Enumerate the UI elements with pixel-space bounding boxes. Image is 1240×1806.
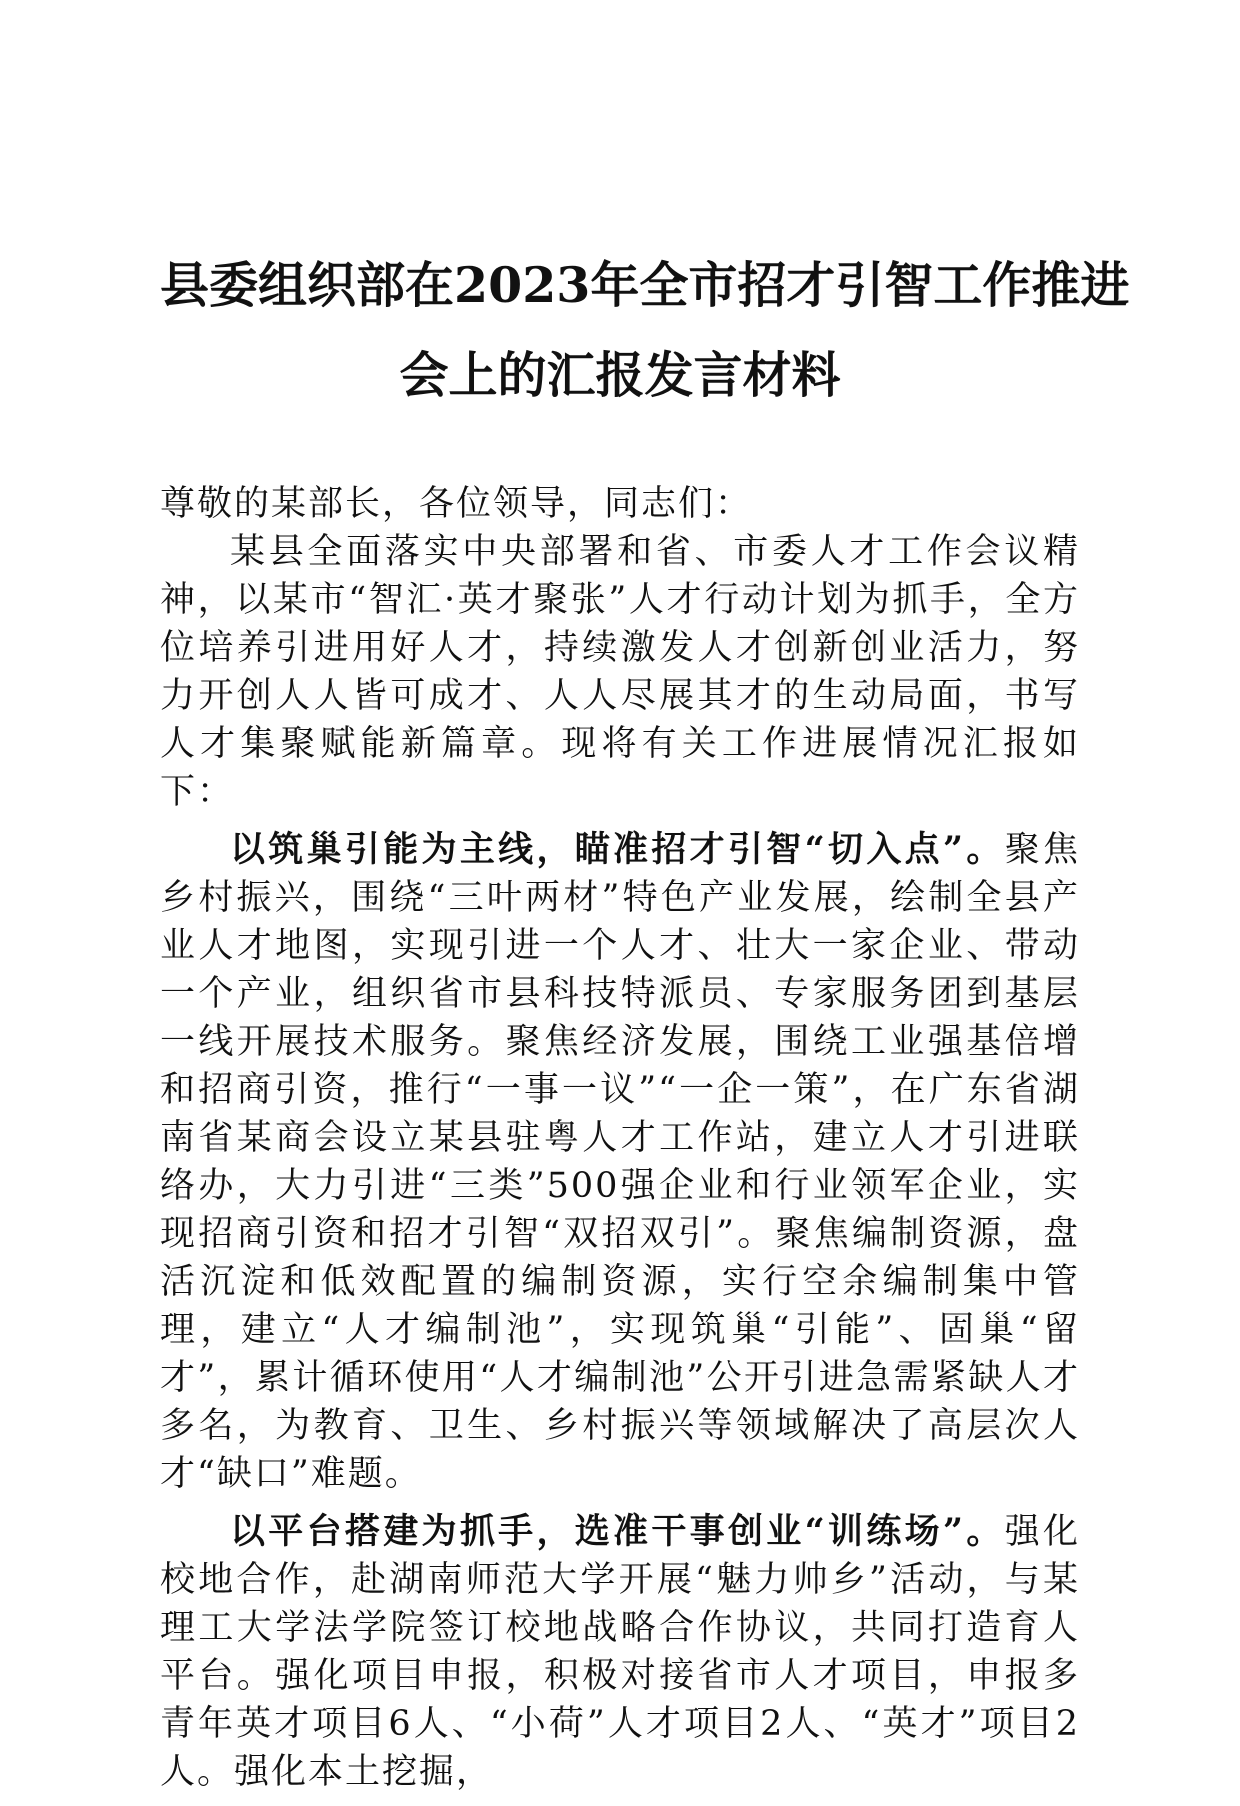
document-title: [160, 240, 1130, 420]
paragraph-heading: 以筑巢引能为主线，瞄准招才引智“切入点”。: [230, 829, 1005, 870]
paragraph-body: 强化校地合作，赴湖南师范大学开展“魅力帅乡”活动，与某理工大学法学院签订校地战略合作协议，共同打造育人平台。强化项目申报，积极对接省市人才项目，申报多青年英才项目6人、“小荷”人才项目2人、“英才”项目2人。强化本土挖掘，: [160, 1512, 1080, 1792]
document-page: [160, 240, 1130, 1806]
paragraph-heading: 以平台搭建为抓手，选准干事创业“训练场”。: [230, 1511, 1005, 1552]
paragraph-section-1: [160, 826, 1080, 1498]
title-line-2: 会上的汇报发言材料: [399, 346, 841, 404]
title-line-1: 县委组织部在2023年全市招才引智工作推进: [160, 256, 1130, 314]
paragraph-body: 聚焦乡村振兴，围绕“三叶两材”特色产业发展，绘制全县产业人才地图，实现引进一个人才、壮大一家企业、带动一个产业，组织省市县科技特派员、专家服务团到基层一线开展技术服务。聚焦经济发展，围绕工业强基倍增和招商引资，推行“一事一议”“一企一策”，在广东省湖南省某商会设立某县驻粤人才工作站，建立人才引进联络办，大力引进“三类”500强企业和行业领军企业，实现招商引资和招才引智“双招双引”。聚焦编制资源，盘活沉淀和低效配置的编制资源，实行空余编制集中管理，建立“人才编制池”，实现筑巢“引能”、固巢“留才”，累计循环使用“人才编制池”公开引进急需紧缺人才多名，为教育、卫生、乡村振兴等领域解决了高层次人才“缺口”难题。: [160, 830, 1080, 1494]
paragraph-body: 某县全面落实中央部署和省、市委人才工作会议精神，以某市“智汇·英才聚张”人才行动计划为抓手，全方位培养引进用好人才，持续激发人才创新创业活力，努力开创人人皆可成才、人人尽展其才的生动局面，书写人才集聚赋能新篇章。现将有关工作进展情况汇报如下：: [160, 532, 1080, 812]
salutation: 尊敬的某部长，各位领导，同志们：: [160, 484, 753, 524]
paragraph-intro: [160, 528, 1080, 816]
paragraph-section-2: [160, 1508, 1080, 1796]
